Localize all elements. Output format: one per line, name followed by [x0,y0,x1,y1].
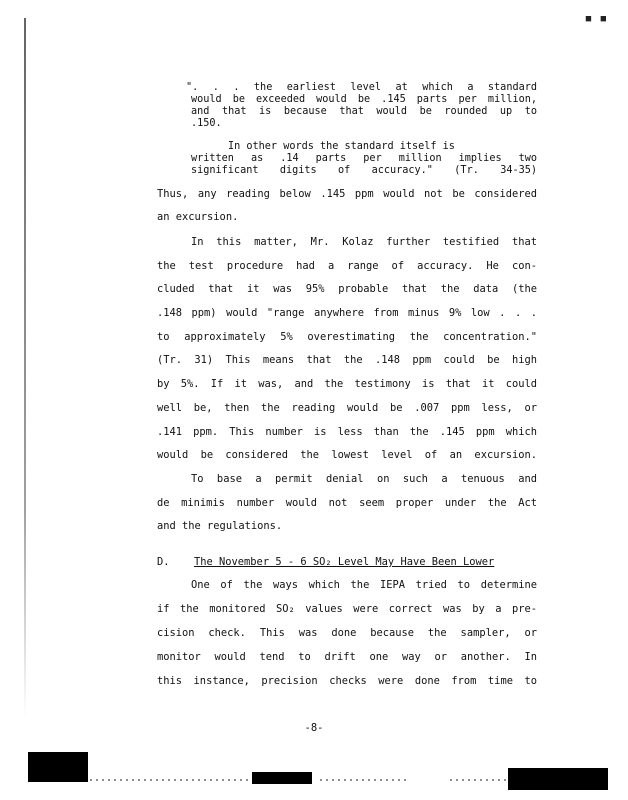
scan-artifact-noise [450,779,510,781]
text-line: and the regulations. [157,520,283,532]
text-line: Thus, any reading below .145 ppm would not be considered [157,188,537,200]
text-line: an excursion. [157,211,239,223]
corner-mark: ■ ■ [585,14,608,24]
text-line: (Tr. 31) This means that the .148 ppm could be high [157,354,537,366]
text-line: .141 ppm. This number is less than the .145 ppm which [157,426,537,438]
section-title: The November 5 - 6 SO₂ Level May Have Been Lower [194,556,495,568]
quote-line: .150. [191,118,222,129]
text-line: de minimis number would not seem proper under the Act [157,497,537,509]
quote-line: would be exceeded would be .145 parts per million, [191,94,537,105]
text-line: .148 ppm) would "range anywhere from minus 9% low . . . [157,307,537,319]
text-line: the test procedure had a range of accuracy. He con- [157,260,537,272]
text-line: monitor would tend to drift one way or another. In [157,651,537,663]
scan-artifact-noise [90,779,250,781]
quote-line: In other words the standard itself is [228,141,455,152]
scan-artifact-block [508,768,608,790]
text-line: if the monitored SO₂ values were correct was by a pre- [157,603,537,615]
text-line: by 5%. If it was, and the testimony is that it could [157,378,537,390]
quote-line: significant digits of accuracy." (Tr. 34-35) [191,165,537,176]
scan-artifact-block [252,772,312,784]
section-label: D. [157,556,170,568]
quote-line: and that is because that would be rounded up to [191,106,537,117]
text-line: to approximately 5% overestimating the concentration." [157,331,537,343]
scan-artifact-noise [320,779,410,781]
quote-line: ". . . the earliest level at which a standard [186,82,537,93]
scan-artifact-block [28,752,88,782]
text-line: To base a permit denial on such a tenuous and [191,473,537,485]
text-line: In this matter, Mr. Kolaz further testified that [191,236,537,248]
text-line: cision check. This was done because the sampler, or [157,627,537,639]
text-line: well be, then the reading would be .007 ppm less, or [157,402,537,414]
text-line: One of the ways which the IEPA tried to determine [191,579,537,591]
quote-line: written as .14 parts per million implies two [191,153,537,164]
text-line: this instance, precision checks were done from time to [157,675,537,687]
text-line: cluded that it was 95% probable that the data (the [157,283,537,295]
page-number: -8- [304,722,324,734]
scan-edge [24,18,26,718]
text-line: would be considered the lowest level of an excursion. [157,449,537,461]
